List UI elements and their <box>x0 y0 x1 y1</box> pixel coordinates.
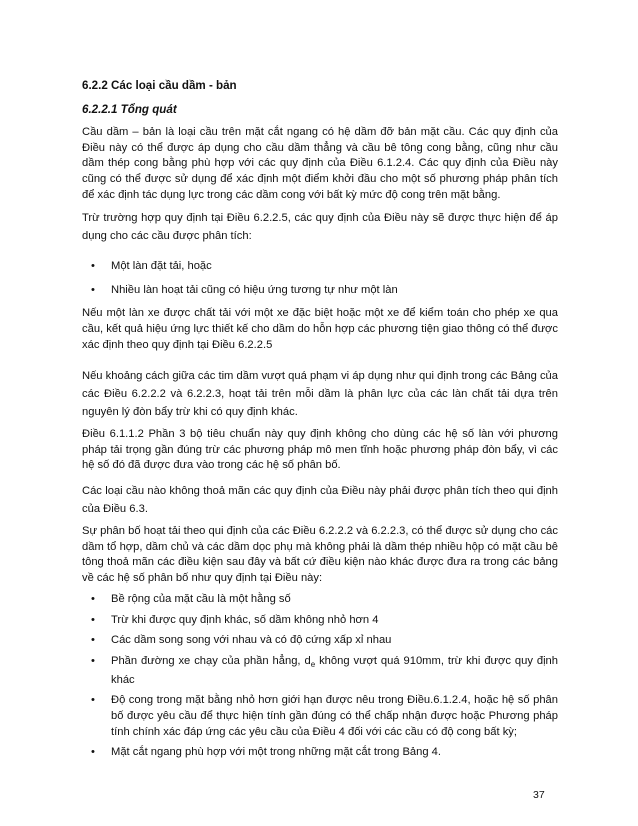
paragraph-lane-factors: Điều 6.1.1.2 Phần 3 bộ tiêu chuẩn này quy định không cho dùng các hệ số làn với phương pháp tải trọng gần đúng trừ các phương pháp mô men tĩnh hoặc phương pháp đòn bẩy, vì các hệ số đó đã được đưa vào trong các hệ số phân bố. <box>82 428 558 472</box>
list-item: • Các dầm song song với nhau và có độ cứng xấp xỉ nhau <box>82 633 558 649</box>
paragraph-scope: Trừ trường hợp quy định tại Điều 6.2.2.5, các quy định của Điều này sẽ được thực hiện để áp dụng cho các cầu được phân tích: <box>82 212 558 243</box>
list-item-overhang <box>82 654 558 688</box>
bullet-list-loading <box>82 259 558 298</box>
list-item: • Độ cong trong mặt bằng nhỏ hơn giới hạn được nêu trong Điều.6.1.2.4, hoặc hệ số phân bố được yêu cầu để thực hiện tính gần đúng có thể chấp nhận được hoặc Phương pháp tính chính xác đáp ứng các yêu cầu của Điều 4 đối với các cầu có độ cong bất kỳ; <box>82 693 558 740</box>
subsection-heading: 6.2.2.1 Tổng quát <box>82 102 177 116</box>
overhang-subscript: e <box>310 660 316 670</box>
paragraph-other-bridges: Các loại cầu nào không thoả mãn các quy định của Điều này phải được phân tích theo qui định của Điều 6.3. <box>82 484 558 515</box>
paragraph-distribution: Sự phân bố hoạt tải theo qui định của các Điều 6.2.2.2 và 6.2.2.3, có thể được sử dụng cho các dầm tổ hợp, dầm chủ và các dầm dọc phụ mà không phải là dầm thép nhiều hộp có mặt cầu bê tông thoả mãn các điều kiện sau đây và bất cứ điều kiện nào khác được đưa ra trong các bảng về các hệ số phân bố như quy định tại Điều này: <box>82 524 558 584</box>
paragraph-girder-spacing: Nếu khoảng cách giữa các tim dầm vượt quá phạm vi áp dụng như qui định trong các Bảng của các Điều 6.2.2.2 và 6.2.2.3, hoạt tải trên mỗi dầm là phân lực của các làn chất tải dựa trên nguyên lý đòn bẩy trừ khi có quy định khác. <box>82 370 558 419</box>
list-item: • Một làn đặt tải, hoặc <box>82 259 558 275</box>
overhang-text-after: không vượt quá 910mm, trừ khi được quy định khác <box>111 655 558 686</box>
page-number: 37 <box>533 789 545 801</box>
document-page <box>82 78 558 767</box>
spacer <box>82 251 558 259</box>
paragraph-definition: Cầu dầm – bản là loại cầu trên mặt cắt ngang có hệ dầm đỡ bản mặt cầu. Các quy định của Điều này có thể được áp dụng cho cầu dầm thẳng và cầu bê tông cong bằng, cũng như cầu dầm thép cong bằng phù hợp với các quy định của Điều 6.1.2.4. Các quy định của Điều này cũng có thể được sử dụng để xác định một điểm khởi đầu cho một số phương pháp phân tích để xác định tác dụng lực trong các dầm cong với bất kỳ mức độ cong trên mặt bằng. <box>82 126 558 201</box>
paragraph-special-vehicle: Nếu một làn xe được chất tải với một xe đặc biệt hoặc một xe để kiểm toán cho phép xe qua cầu, kết quả hiệu ứng lực thiết kế cho dầm do hỗn hợp các phương tiện giao thông có thể được xác định theo quy định tại Điều 6.2.2.5 <box>82 307 558 351</box>
list-item: • Bề rộng của mặt cầu là một hằng số <box>82 592 558 608</box>
list-item: • Trừ khi được quy định khác, số dầm không nhỏ hơn 4 <box>82 613 558 629</box>
section-heading: 6.2.2 Các loại cầu dầm - bản <box>82 79 237 92</box>
list-item: • Mặt cắt ngang phù hợp với một trong những mặt cắt trong Bảng 4. <box>82 745 558 761</box>
list-item: • Nhiều làn hoạt tải cũng có hiệu ứng tương tự như một làn <box>82 283 558 299</box>
overhang-text-before: Phần đường xe chạy của phần hẳng, d <box>111 655 311 668</box>
bullet-list-conditions <box>82 592 558 761</box>
